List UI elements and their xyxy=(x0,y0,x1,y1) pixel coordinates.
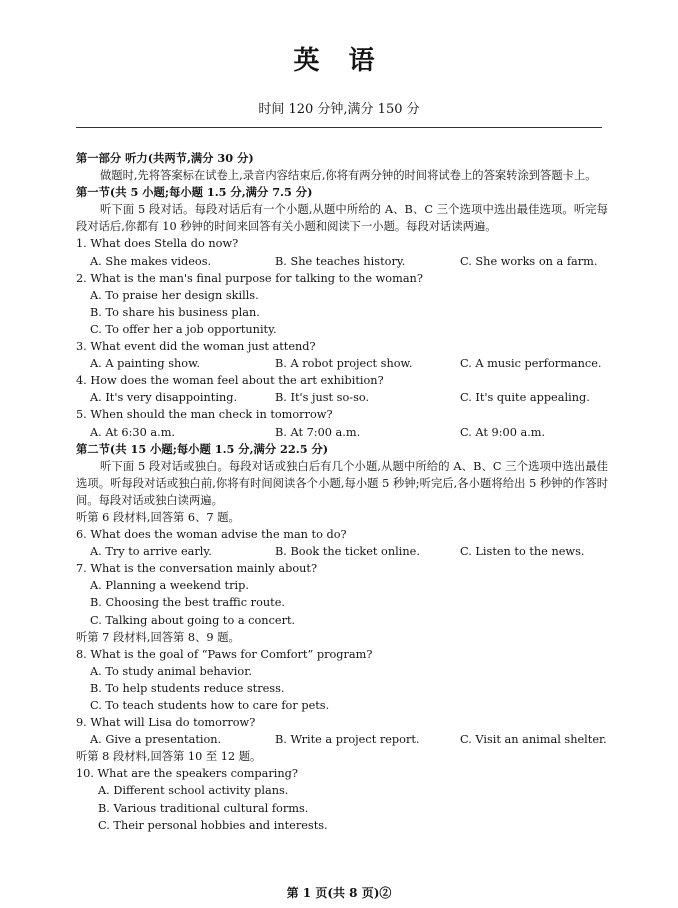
question-5-option-b: B. At 7:00 a.m. xyxy=(275,425,361,439)
question-1-option-a: A. She makes videos. xyxy=(90,254,212,268)
material-6-note: 听第 6 段材料,回答第 6、7 题。 xyxy=(76,510,240,524)
exam-content xyxy=(76,150,608,834)
question-10-option-b: B. Various traditional cultural forms. xyxy=(98,801,309,815)
question-4-options xyxy=(76,389,608,406)
question-2-option-b: B. To share his business plan. xyxy=(90,305,260,319)
question-7-option-b: B. Choosing the best traffic route. xyxy=(90,596,285,610)
question-5-options xyxy=(76,424,608,441)
question-9-stem: 9. What will Lisa do tomorrow? xyxy=(76,716,256,730)
question-9-option-b: B. Write a project report. xyxy=(275,733,420,747)
question-6-option-c: C. Listen to the news. xyxy=(460,545,585,559)
question-10-option-a: A. Different school activity plans. xyxy=(98,784,289,798)
question-7-option-c: C. Talking about going to a concert. xyxy=(90,613,296,627)
section1-instruction: 听下面 5 段对话。每段对话后有一个小题,从题中所给的 A、B、C 三个选项中选出最佳选项。听完每段对话后,你都有 10 秒钟的时间来回答有关小题和阅读下一小题。每段对话读两遍。 xyxy=(76,203,608,234)
question-1-stem: 1. What does Stella do now? xyxy=(76,237,239,251)
question-3-options xyxy=(76,355,608,372)
question-8-stem: 8. What is the goal of “Paws for Comfort” program? xyxy=(76,647,373,661)
material-7-note: 听第 7 段材料,回答第 8、9 题。 xyxy=(76,630,240,644)
question-1-option-c: C. She works on a farm. xyxy=(460,254,598,268)
question-6-options xyxy=(76,543,608,560)
question-4-option-b: B. It's just so-so. xyxy=(275,391,370,405)
question-4-stem: 4. How does the woman feel about the art exhibition? xyxy=(76,374,384,388)
question-8-option-a: A. To study animal behavior. xyxy=(90,664,252,678)
question-8-option-b: B. To help students reduce stress. xyxy=(90,681,285,695)
question-7-option-a: A. Planning a weekend trip. xyxy=(90,579,249,593)
material-8-note: 听第 8 段材料,回答第 10 至 12 题。 xyxy=(76,750,262,764)
question-9-option-a: A. Give a presentation. xyxy=(90,733,222,747)
question-2-stem: 2. What is the man's final purpose for talking to the woman? xyxy=(76,271,423,285)
question-3-option-b: B. A robot project show. xyxy=(275,357,413,371)
part1-heading: 第一部分 听力(共两节,满分 30 分) xyxy=(76,151,254,165)
page-title: 英 语 xyxy=(293,46,385,76)
question-3-option-c: C. A music performance. xyxy=(460,357,602,371)
question-6-stem: 6. What does the woman advise the man to do? xyxy=(76,528,347,542)
section2-heading: 第二节(共 15 小题;每小题 1.5 分,满分 22.5 分) xyxy=(76,441,329,456)
question-5-option-c: C. At 9:00 a.m. xyxy=(460,425,546,439)
question-6-option-b: B. Book the ticket online. xyxy=(275,545,420,559)
header-divider xyxy=(76,127,602,128)
question-1-option-b: B. She teaches history. xyxy=(275,254,406,268)
question-5-stem: 5. When should the man check in tomorrow? xyxy=(76,408,333,422)
question-4-option-c: C. It's quite appealing. xyxy=(460,391,590,405)
question-4-option-a: A. It's very disappointing. xyxy=(90,391,238,405)
question-7-stem: 7. What is the conversation mainly about? xyxy=(76,562,318,576)
section1-heading: 第一节(共 5 小题;每小题 1.5 分,满分 7.5 分) xyxy=(76,185,313,200)
question-3-stem: 3. What event did the woman just attend? xyxy=(76,340,316,354)
question-2-option-a: A. To praise her design skills. xyxy=(90,288,259,302)
question-9-option-c: C. Visit an animal shelter. xyxy=(460,733,607,747)
question-1-options xyxy=(76,253,608,270)
question-9-options xyxy=(76,731,608,748)
page-footer: 第 1 页(共 8 页)② xyxy=(286,886,392,900)
question-10-option-c: C. Their personal hobbies and interests. xyxy=(98,818,328,832)
question-10-stem: 10. What are the speakers comparing? xyxy=(76,767,298,781)
exam-time-info: 时间 120 分钟,满分 150 分 xyxy=(258,102,420,117)
question-2-option-c: C. To offer her a job opportunity. xyxy=(90,322,277,336)
part1-instruction: 做题时,先将答案标在试卷上,录音内容结束后,你将有两分钟的时间将试卷上的答案转涂到答题卡上。 xyxy=(100,169,597,183)
section2-instruction: 听下面 5 段对话或独白。每段对话或独白后有几个小题,从题中所给的 A、B、C 三个选项中选出最佳选项。听每段对话或独白前,你将有时间阅读各个小题,每小题 5 秒钟;听完后,各小题将给出 5 秒钟的作答时间。每段对话或独白读两遍。 xyxy=(76,459,608,507)
question-3-option-a: A. A painting show. xyxy=(90,357,200,371)
question-8-option-c: C. To teach students how to care for pets. xyxy=(90,699,330,712)
question-6-option-a: A. Try to arrive early. xyxy=(90,545,212,559)
question-5-option-a: A. At 6:30 a.m. xyxy=(90,425,176,439)
